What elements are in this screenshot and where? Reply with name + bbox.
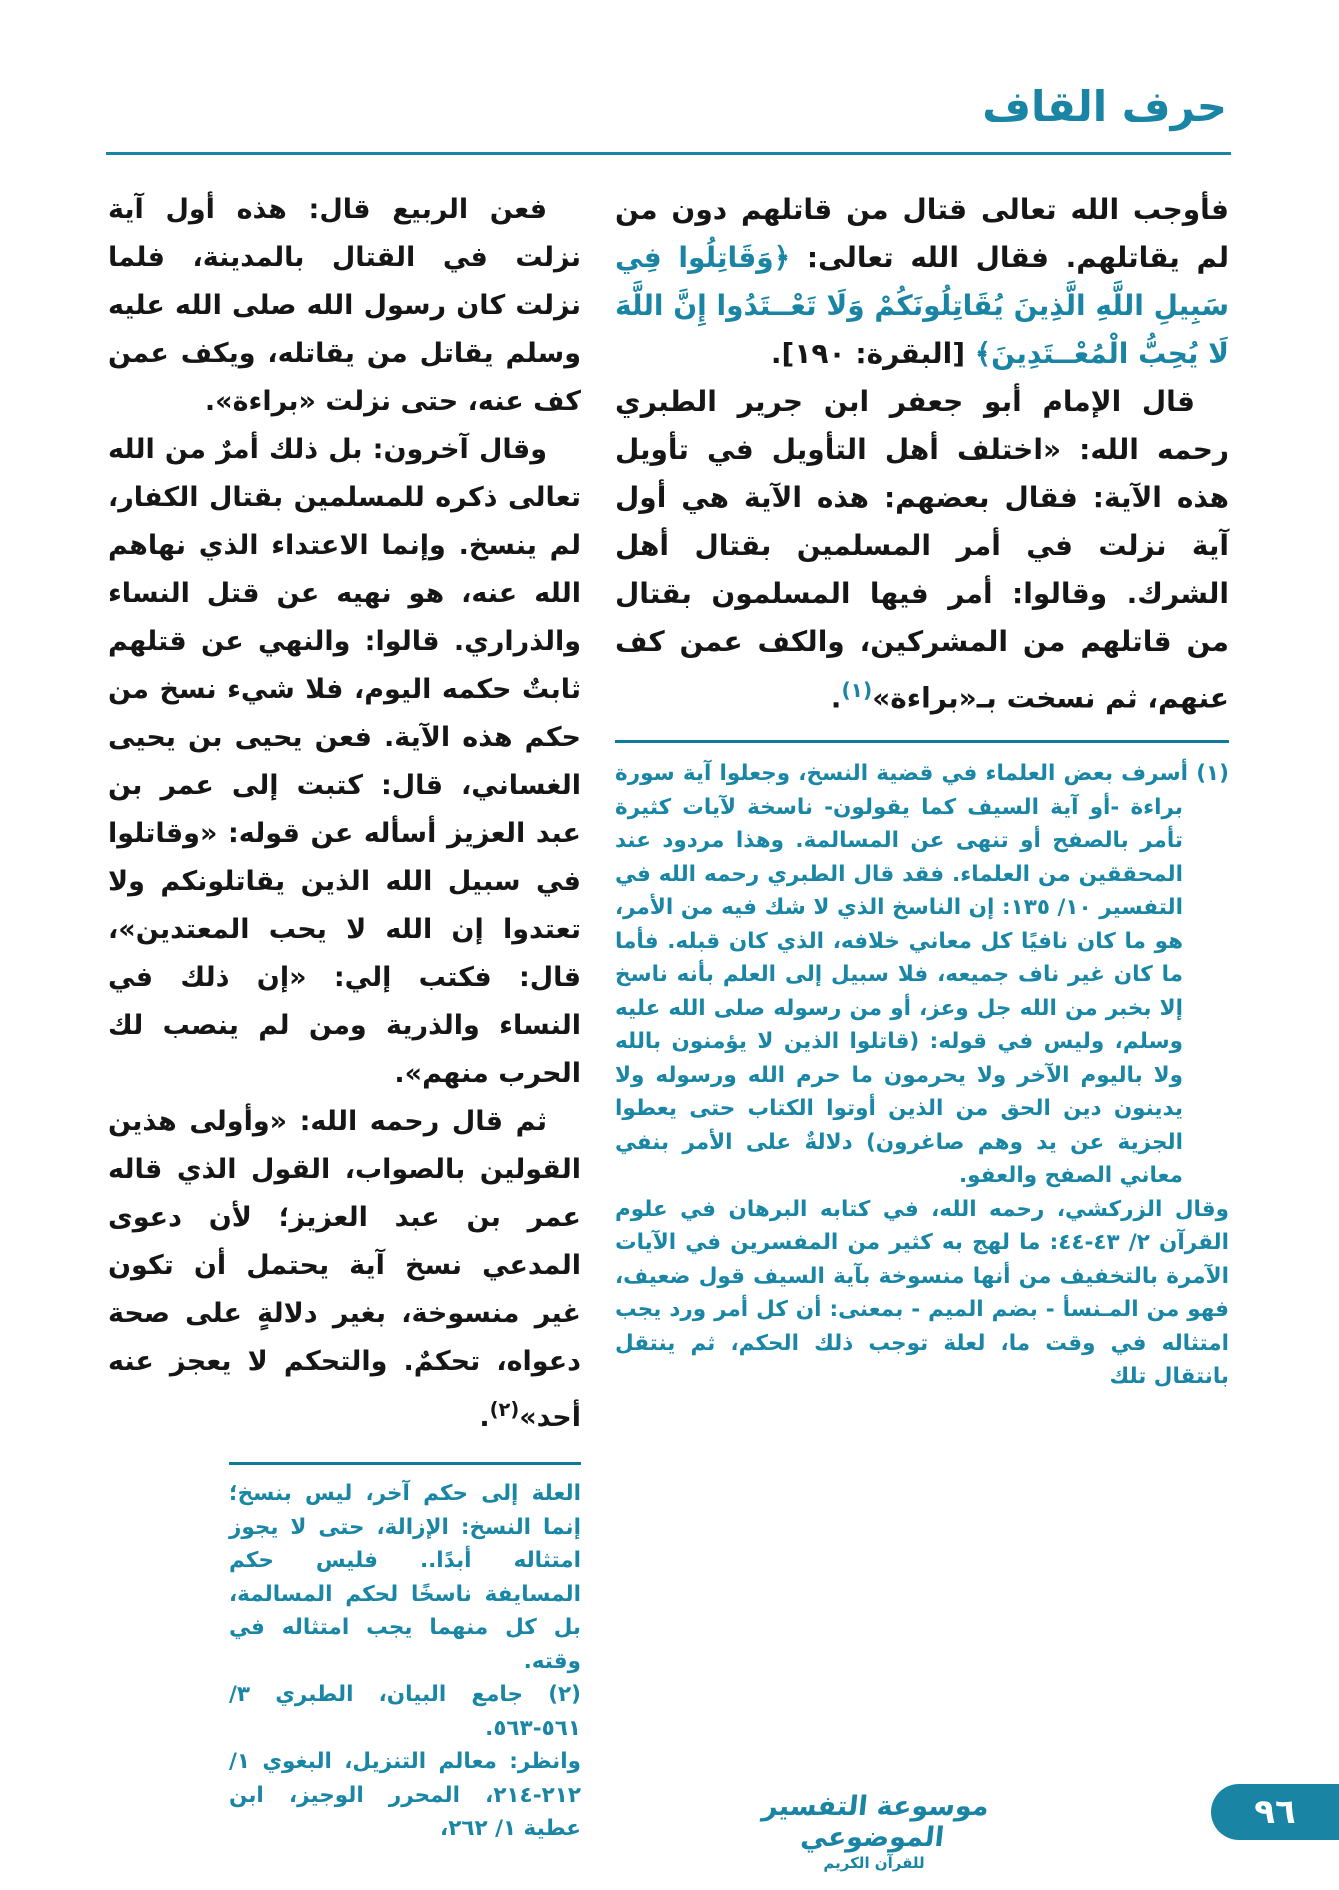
column-left (108, 186, 581, 1846)
page-number: ٩٦ (1254, 1792, 1296, 1832)
tabari-quote-text: قال الإمام أبو جعفر ابن جرير الطبري رحمه الله: «اختلف أهل التأويل في تأويل هذه الآية: فقال بعضهم: هذه الآية هي أول آية نزلت في أمر المسلمين بقتال أهل الشرك. وقالوا: أمر فيها المسلمون بقتال من قاتلهم من المشركين، والكف عمن كف عنهم، ثم نسخت بـ«براءة» (615, 385, 1229, 715)
paragraph-verse-intro (615, 186, 1229, 378)
verse-reference: [البقرة: ١٩٠]. (770, 337, 975, 370)
publisher-logo-subtitle: للقرآن الكريم (823, 1853, 925, 1872)
footnote-1-continuation: وقال الزركشي، رحمه الله، في كتابه البرهان في علوم القرآن ٢/ ٤٣-٤٤: ما لهج به كثير من المفسرين في الآيات الآمرة بالتخفيف من أنها منسوخة بآية السيف قول ضعيف، فهو من المـنسأ - بضم الميم - بمعنى: أن كل أمر ورد يجب امتثاله في وقت ما، لعلة توجب ذلك الحكم، ثم ينتقل بانتقال تلك (615, 1196, 1230, 1390)
publisher-logo (739, 1791, 1009, 1872)
footnote-separator-right (615, 740, 1229, 743)
footnote-marker-1: (١) (841, 678, 873, 702)
footnote-2-references: وانظر: معالم التنزيل، البغوي ١/ ٢١٢-٢١٤، المحرر الوجيز، ابن عطية ١/ ٢٦٢، (229, 1749, 581, 1841)
tabari-quote-end: . (830, 681, 842, 715)
footnote-1-carryover: العلة إلى حكم آخر، ليس بنسخ؛ إنما النسخ: الإزالة، حتى لا يجوز امتثاله أبدًا.. فليس حكم المسايفة ناسخًا لحكم المسالمة، بل كل منهما يجب امتثاله في وقته. (229, 1481, 581, 1674)
page-number-badge (1211, 1784, 1339, 1840)
column-right (615, 186, 1229, 1394)
footnote-1-text: (١) أسرف بعض العلماء في قضية النسخ، وجعلوا آية سورة براءة -أو آية السيف كما يقولون- ناسخة لآيات كثيرة تأمر بالصفح أو تنهى عن المسالمة. وهذا مردود عند المحققين من العلماء. فقد قال الطبري رحمه الله في التفسير ١٠/ ١٣٥: إن الناسخ الذي لا شك فيه من الأمر، هو ما كان نافيًا كل معاني خلافه، الذي كان قبله. فأما ما كان غير ناف جميعه، فلا سبيل إلى العلم بأنه ناسخ إلا بخبر من الله جل وعز، أو من رسوله صلى الله عليه وسلم، وليس في قوله: (قاتلوا الذين لا يؤمنون بالله ولا باليوم الآخر ولا يحرمون ما حرم الله ورسوله ولا يدينون دين الحق من الذين أوتوا الكتاب حتى يعطوا الجزية عن يد وهم صاغرون) دلالةٌ على الأمر بنفي معاني الصفح والعفو. (615, 761, 1229, 1189)
paragraph-tabari-quote (615, 378, 1229, 722)
tabari-conclusion-end: . (479, 1402, 490, 1433)
footnote-2-text: (٢) جامع البيان، الطبري ٣/ ٥٦١-٥٦٣. (229, 1682, 581, 1741)
footnotes-left (229, 1477, 581, 1846)
publisher-logo-title: موسوعة التفسير الموضوعي (760, 1790, 991, 1853)
header-divider (106, 152, 1231, 155)
quran-verse: ﴿وَقَاتِلُوا فِي سَبِيلِ اللَّهِ الَّذِينَ يُقَاتِلُونَكُمْ وَلَا تَعْــتَدُوا إِنَّ اللَّهَ لَا يُحِبُّ الْمُعْــتَدِينَ﴾ (615, 241, 1229, 370)
page-content (106, 186, 1229, 1846)
paragraph-other-opinion: وقال آخرون: بل ذلك أمرٌ من الله تعالى ذكره للمسلمين بقتال الكفار، لم ينسخ. وإنما الاعتداء الذي نهاهم الله عنه، هو نهيه عن قتل النساء والذراري. قالوا: والنهي عن قتلهم ثابتٌ حكمه اليوم، فلا شيء نسخ من حكم هذه الآية. فعن يحيى بن يحيى الغساني، قال: كتبت إلى عمر بن عبد العزيز أسأله عن قوله: «وقاتلوا في سبيل الله الذين يقاتلونكم ولا تعتدوا إن الله لا يحب المعتدين»، قال: فكتب إلي: «إن ذلك في النساء والذرية ومن لم ينصب لك الحرب منهم». (108, 434, 581, 1089)
footnote-marker-2: (٢) (489, 1398, 520, 1421)
paragraph-tabari-conclusion (108, 1098, 581, 1442)
footnote-separator-left (229, 1462, 581, 1465)
chapter-heading: حرف القاف (982, 82, 1227, 131)
paragraph-rabi-report: فعن الربيع قال: هذه أول آية نزلت في القتال بالمدينة، فلما نزلت كان رسول الله صلى الله عليه وسلم يقاتل من يقاتله، ويكف عمن كف عنه، حتى نزلت «براءة». (108, 194, 581, 417)
tabari-conclusion-text: ثم قال رحمه الله: «وأولى هذين القولين بالصواب، القول الذي قاله عمر بن عبد العزيز؛ لأن دعوى المدعي نسخ آية يحتمل أن تكون غير منسوخة، بغير دلالةٍ على صحة دعواه، تحكمٌ. والتحكم لا يعجز عنه أحد» (108, 1106, 581, 1433)
footnotes-right (615, 757, 1229, 1394)
verse-intro-text: فأوجب الله تعالى قتال من قاتلهم دون من لم يقاتلهم. فقال الله تعالى: (615, 193, 1229, 274)
